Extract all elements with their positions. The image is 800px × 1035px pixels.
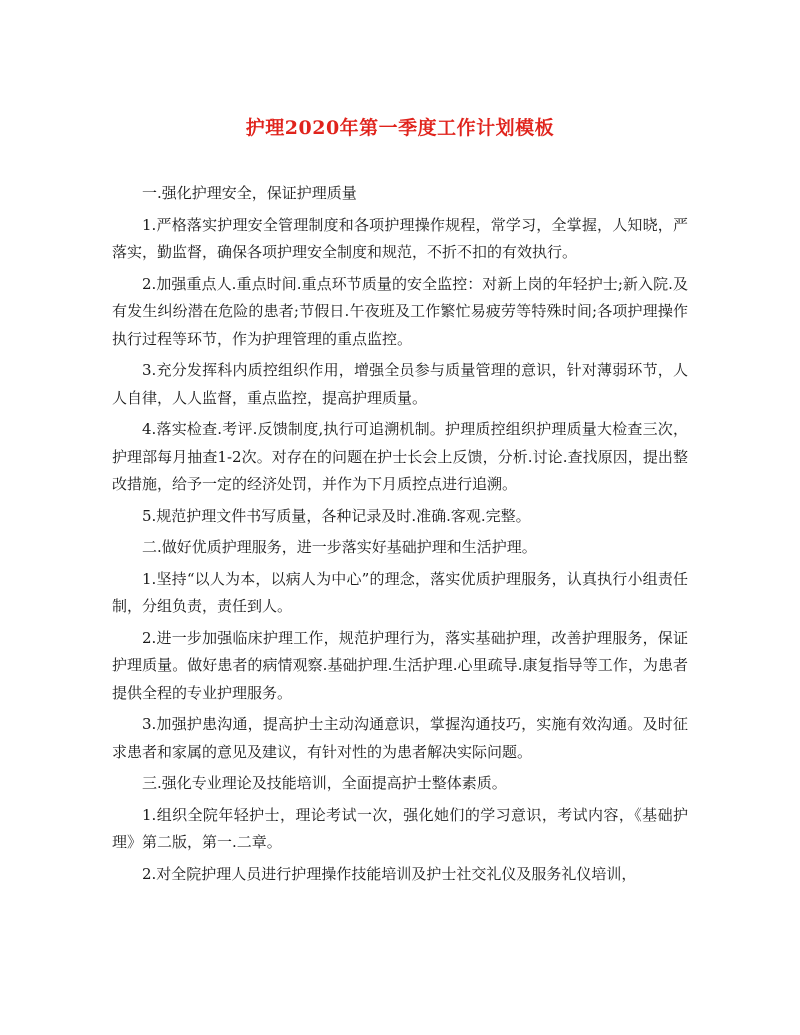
paragraph: 2.进一步加强临床护理工作，规范护理行为，落实基础护理，改善护理服务，保证护理质量。做好患者的病情观察.基础护理.生活护理.心里疏导.康复指导等工作，为患者提供全程的专业护理服务。 — [112, 628, 688, 702]
paragraph: 1.组织全院年轻护士，理论考试一次，强化她们的学习意识，考试内容，《基础护理》第二版，第一.二章。 — [112, 805, 688, 851]
document-title: 护理2020年第一季度工作计划模板 — [245, 117, 555, 139]
paragraph: 1.严格落实护理安全管理制度和各项护理操作规程，常学习，全掌握，人知晓，严落实，勤监督，确保各项护理安全制度和规范，不折不扣的有效执行。 — [112, 215, 688, 261]
paragraph: 1.坚持“以人为本，以病人为中心”的理念，落实优质护理服务，认真执行小组责任制，分组负责，责任到人。 — [112, 569, 688, 615]
section-heading: 一.强化护理安全，保证护理质量 — [142, 184, 357, 202]
paragraph: 3.充分发挥科内质控组织作用，增强全员参与质量管理的意识，针对薄弱环节，人人自律，人人监督，重点监控，提高护理质量。 — [112, 361, 688, 407]
section-heading: 三.强化专业理论及技能培训，全面提高护士整体素质。 — [142, 774, 507, 792]
document-body — [112, 180, 688, 892]
paragraph: 3.加强护患沟通，提高护士主动沟通意识，掌握沟通技巧，实施有效沟通。及时征求患者和家属的意见及建议，有针对性的为患者解决实际问题。 — [112, 715, 688, 761]
paragraph: 4.落实检查.考评.反馈制度,执行可追溯机制。护理质控组织护理质量大检查三次，护理部每月抽查1-2次。对存在的问题在护士长会上反馈，分析.讨论.查找原因，提出整改措施，给予一定的经济处罚，并作为下月质控点进行追溯。 — [112, 420, 688, 493]
paragraph: 5.规范护理文件书写质量，各种记录及时.准确.客观.完整。 — [142, 506, 531, 525]
section-heading: 二.做好优质护理服务，进一步落实好基础护理和生活护理。 — [142, 538, 537, 556]
paragraph: 2.加强重点人.重点时间.重点环节质量的安全监控：对新上岗的年轻护士;新入院.及有发生纠纷潜在危险的患者;节假日.午夜班及工作繁忙易疲劳等特殊时间;各项护理操作执行过程等环节，作为护理管理的重点监控。 — [112, 274, 688, 348]
paragraph: 2.对全院护理人员进行护理操作技能培训及护士社交礼仪及服务礼仪培训， — [142, 864, 637, 883]
